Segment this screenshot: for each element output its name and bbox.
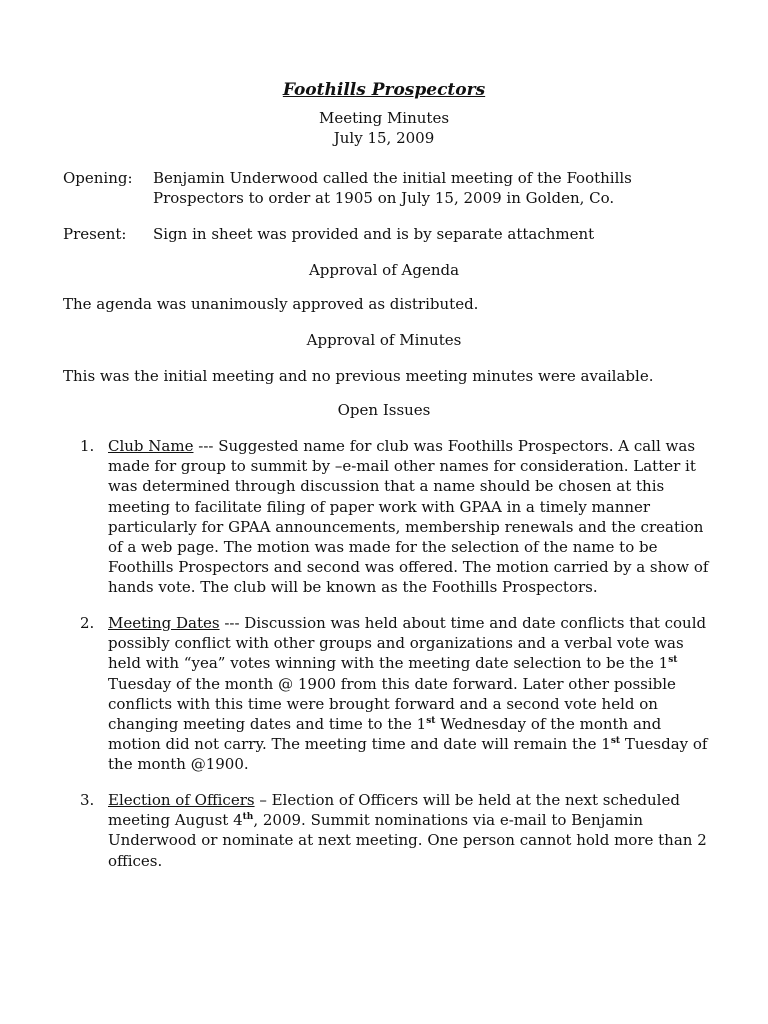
- ordinal-suffix: st: [426, 716, 436, 727]
- issue-number: 1.: [80, 437, 95, 455]
- document-title: Foothills Prospectors: [282, 80, 486, 100]
- issue-text: Wednesday of the month and motion did not carry. The meeting time and date will remain the 1: [108, 715, 662, 754]
- issue-club-name: [108, 436, 713, 598]
- issue-election-of-officers: [108, 790, 713, 871]
- issue-separator: ---: [193, 437, 219, 455]
- issue-number: 2.: [80, 614, 95, 632]
- issue-title: Meeting Dates: [108, 614, 220, 632]
- issue-text: Tuesday of the month @1900.: [108, 735, 708, 774]
- open-issues-heading: Open Issues: [337, 401, 431, 419]
- issue-text: Discussion was held about time and date conflicts that could possibly conflict with other groups and organizations and a verbal vote was held with “yea” votes winning with the meeting date selection to be the 1: [108, 614, 707, 673]
- opening-text: Benjamin Underwood called the initial meeting of the Foothills Prospectors to order at 1905 on July 15, 2009 in Golden, Co.: [153, 169, 632, 207]
- opening-label: Opening:: [63, 169, 133, 187]
- issue-text: , 2009. Summit nominations via e-mail to Benjamin Underwood or nominate at next meeting. One person cannot hold more than 2 offices.: [108, 811, 707, 870]
- present-text: Sign in sheet was provided and is by separate attachment: [153, 225, 595, 243]
- issue-title: Club Name: [108, 437, 194, 455]
- document-subtitle: Meeting Minutes: [318, 109, 450, 127]
- issue-text: Tuesday of the month @ 1900 from this date forward. Later other possible conflicts with this time were brought forward and a second vote held on changing meeting dates and time to the 1: [108, 674, 676, 734]
- present-label: Present:: [63, 225, 127, 243]
- issue-number: 3.: [80, 791, 95, 809]
- issue-text: Election of Officers will be held at the next scheduled meeting August 4: [108, 791, 680, 830]
- minutes-text: This was the initial meeting and no previous meeting minutes were available.: [63, 367, 654, 385]
- ordinal-suffix: st: [610, 736, 621, 747]
- issue-meeting-dates: [108, 613, 713, 775]
- meeting-date: July 15, 2009: [333, 129, 435, 147]
- issue-separator: ---: [219, 614, 245, 632]
- agenda-text: The agenda was unanimously approved as distributed.: [63, 295, 479, 313]
- ordinal-suffix: st: [668, 655, 678, 666]
- ordinal-suffix: th: [242, 812, 254, 823]
- issue-text: Suggested name for club was Foothills Prospectors. A call was made for group to summit by –e-mail other names for consideration. Latter it was determined through discussion that a name should be chosen at this meeting to facilitate filing of paper work with GPAA in a timely manner particularly for GPAA announcements, membership renewals and the creation of a web page. The motion was made for the selection of the name to be Foothills Prospectors and second was offered. The motion carried by a show of hands vote. The club will be known as the Foothills Prospectors.: [108, 437, 709, 597]
- agenda-heading: Approval of Agenda: [308, 261, 460, 279]
- issue-title: Election of Officers: [108, 791, 255, 809]
- minutes-heading: Approval of Minutes: [306, 331, 462, 349]
- issue-separator: –: [254, 791, 272, 809]
